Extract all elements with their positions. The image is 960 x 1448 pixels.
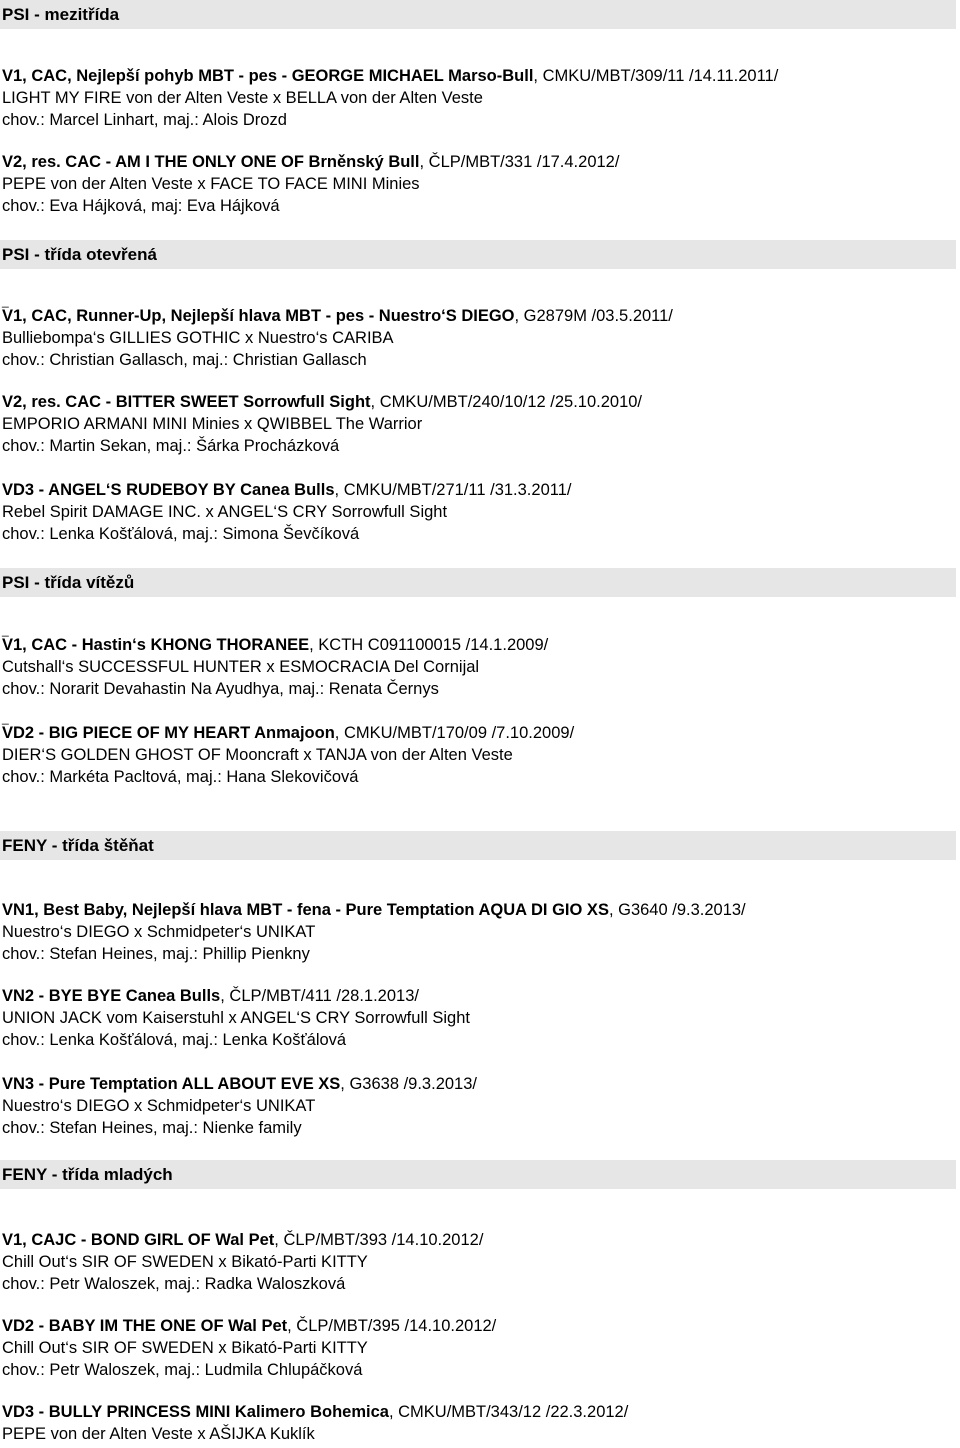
entry xyxy=(2,152,619,217)
section-title: PSI - třída vítězů xyxy=(0,568,956,597)
entry-award: V2, res. CAC - AM I THE ONLY ONE OF Brněnský Bull xyxy=(2,153,420,171)
entry xyxy=(2,986,470,1051)
entry-award: VN2 - BYE BYE Canea Bulls xyxy=(2,987,221,1005)
section-title: PSI - třída otevřená xyxy=(0,240,956,269)
entry xyxy=(2,1316,496,1381)
entry-parents: EMPORIO ARMANI MINI Minies x QWIBBEL The Warrior xyxy=(2,414,423,433)
entry xyxy=(2,711,575,788)
entry-registration: , CMKU/MBT/271/11 /31.3.2011/ xyxy=(334,481,572,499)
entry-breeder: chov.: Martin Sekan, maj.: Šárka Procházková xyxy=(2,436,340,455)
entry xyxy=(2,66,778,131)
entry xyxy=(2,900,746,965)
entry-breeder: chov.: Petr Waloszek, maj.: Radka Waloszková xyxy=(2,1274,346,1293)
entry xyxy=(2,1402,628,1446)
entry-parents: PEPE von der Alten Veste x FACE TO FACE MINI Minies xyxy=(2,174,420,193)
entry-breeder: chov.: Marcel Linhart, maj.: Alois Drozd xyxy=(2,110,287,129)
entry-breeder: chov.: Christian Gallasch, maj.: Christian Gallasch xyxy=(2,350,367,369)
entry-breeder: chov.: Norarit Devahastin Na Ayudhya, maj.: Renata Černys xyxy=(2,679,439,698)
entry-award-line xyxy=(2,480,571,502)
entry-parents: LIGHT MY FIRE von der Alten Veste x BELLA von der Alten Veste xyxy=(2,88,483,107)
entry-award: V1, CAC, Nejlepší pohyb MBT - pes - GEORGE MICHAEL Marso-Bull xyxy=(2,67,534,85)
entry-parents: Rebel Spirit DAMAGE INC. x ANGEL‘S CRY Sorrowfull Sight xyxy=(2,502,448,521)
entry-registration: , G3640 /9.3.2013/ xyxy=(608,901,746,919)
entry xyxy=(2,480,571,545)
entry-parents: Cutshall‘s SUCCESSFUL HUNTER x ESMOCRACIA Del Cornijal xyxy=(2,657,480,676)
entry-registration: , KCTH C091100015 /14.1.2009/ xyxy=(309,636,549,654)
dash-marker: _ xyxy=(2,294,9,308)
entry-award-line xyxy=(2,1402,628,1424)
dash-marker: _ xyxy=(2,623,9,637)
entry-registration: , ČLP/MBT/411 /28.1.2013/ xyxy=(220,987,419,1005)
entry-registration: , G3638 /9.3.2013/ xyxy=(340,1075,477,1093)
entry-award-line xyxy=(2,152,619,174)
entry-award: V2, res. CAC - BITTER SWEET Sorrowfull Sight xyxy=(2,393,371,411)
entry-award-line xyxy=(2,392,642,414)
entry-parents: UNION JACK vom Kaiserstuhl x ANGEL‘S CRY Sorrowfull Sight xyxy=(2,1008,470,1027)
entry-breeder: chov.: Stefan Heines, maj.: Phillip Pienkny xyxy=(2,944,310,963)
entry-registration: , CMKU/MBT/240/10/12 /25.10.2010/ xyxy=(370,393,643,411)
section-title: FENY - třída mladých xyxy=(0,1160,956,1189)
entry-parents: Nuestro‘s DIEGO x Schmidpeter‘s UNIKAT xyxy=(2,1096,316,1115)
entry-breeder: chov.: Stefan Heines, maj.: Nienke family xyxy=(2,1118,302,1137)
section-title: FENY - třída štěňat xyxy=(0,831,956,860)
dash-marker: _ xyxy=(2,711,9,725)
entry-award: V1, CAC, Runner-Up, Nejlepší hlava MBT - pes - Nuestro‘S DIEGO xyxy=(2,307,515,325)
entry-award: V1, CAJC - BOND GIRL OF Wal Pet xyxy=(2,1231,275,1249)
entry-parents: Chill Out‘s SIR OF SWEDEN x Bikató-Parti KITTY xyxy=(2,1338,368,1357)
entry xyxy=(2,1074,477,1139)
entry-parents: DIER‘S GOLDEN GHOST OF Mooncraft x TANJA von der Alten Veste xyxy=(2,745,513,764)
entry-award: VN3 - Pure Temptation ALL ABOUT EVE XS xyxy=(2,1075,341,1093)
entry-award-line xyxy=(2,1230,483,1252)
entry-registration: , CMKU/MBT/170/09 /7.10.2009/ xyxy=(334,724,575,742)
entry-award: VD3 - BULLY PRINCESS MINI Kalimero Bohemica xyxy=(2,1403,389,1421)
entry-registration: , ČLP/MBT/395 /14.10.2012/ xyxy=(287,1317,497,1335)
entry-award-line xyxy=(2,986,470,1008)
entry xyxy=(2,392,642,457)
entry-parents: Chill Out‘s SIR OF SWEDEN x Bikató-Parti KITTY xyxy=(2,1252,368,1271)
entry xyxy=(2,1230,483,1295)
entry-award: VD2 - BABY IM THE ONE OF Wal Pet xyxy=(2,1317,288,1335)
entry-award-line xyxy=(2,1316,496,1338)
entry-registration: , CMKU/MBT/309/11 /14.11.2011/ xyxy=(533,67,779,85)
entry-parents: Nuestro‘s DIEGO x Schmidpeter‘s UNIKAT xyxy=(2,922,316,941)
entry xyxy=(2,294,673,371)
entry-parents: PEPE von der Alten Veste x AŠIJKA Kuklík xyxy=(2,1424,315,1443)
entry-breeder: chov.: Eva Hájková, maj: Eva Hájková xyxy=(2,196,280,215)
entry-award: V1, CAC - Hastin‘s KHONG THORANEE xyxy=(2,636,310,654)
entry-breeder: chov.: Markéta Pacltová, maj.: Hana Slekovičová xyxy=(2,767,359,786)
entry-breeder: chov.: Lenka Košťálová, maj.: Lenka Košťálová xyxy=(2,1030,347,1049)
entry-award: VN1, Best Baby, Nejlepší hlava MBT - fena - Pure Temptation AQUA DI GIO XS xyxy=(2,901,609,919)
entry-registration: , G2879M /03.5.2011/ xyxy=(514,307,673,325)
entry-breeder: chov.: Lenka Košťálová, maj.: Simona Ševčíková xyxy=(2,524,360,543)
entry-award-line xyxy=(2,635,548,657)
entry-award-line xyxy=(2,723,574,745)
entry-award-line xyxy=(2,66,778,88)
entry-award: VD3 - ANGEL‘S RUDEBOY BY Canea Bulls xyxy=(2,481,335,499)
entry-registration: , ČLP/MBT/331 /17.4.2012/ xyxy=(419,153,620,171)
entry-parents: Bulliebompa‘s GILLIES GOTHIC x Nuestro‘s CARIBA xyxy=(2,328,394,347)
entry-registration: , ČLP/MBT/393 /14.10.2012/ xyxy=(274,1231,484,1249)
entry-registration: , CMKU/MBT/343/12 /22.3.2012/ xyxy=(388,1403,629,1421)
entry xyxy=(2,623,549,700)
entry-award-line xyxy=(2,306,673,328)
entry-award-line xyxy=(2,1074,477,1096)
entry-award: VD2 - BIG PIECE OF MY HEART Anmajoon xyxy=(2,724,335,742)
entry-award-line xyxy=(2,900,746,922)
section-title: PSI - mezitřída xyxy=(0,0,956,29)
entry-breeder: chov.: Petr Waloszek, maj.: Ludmila Chlupáčková xyxy=(2,1360,363,1379)
